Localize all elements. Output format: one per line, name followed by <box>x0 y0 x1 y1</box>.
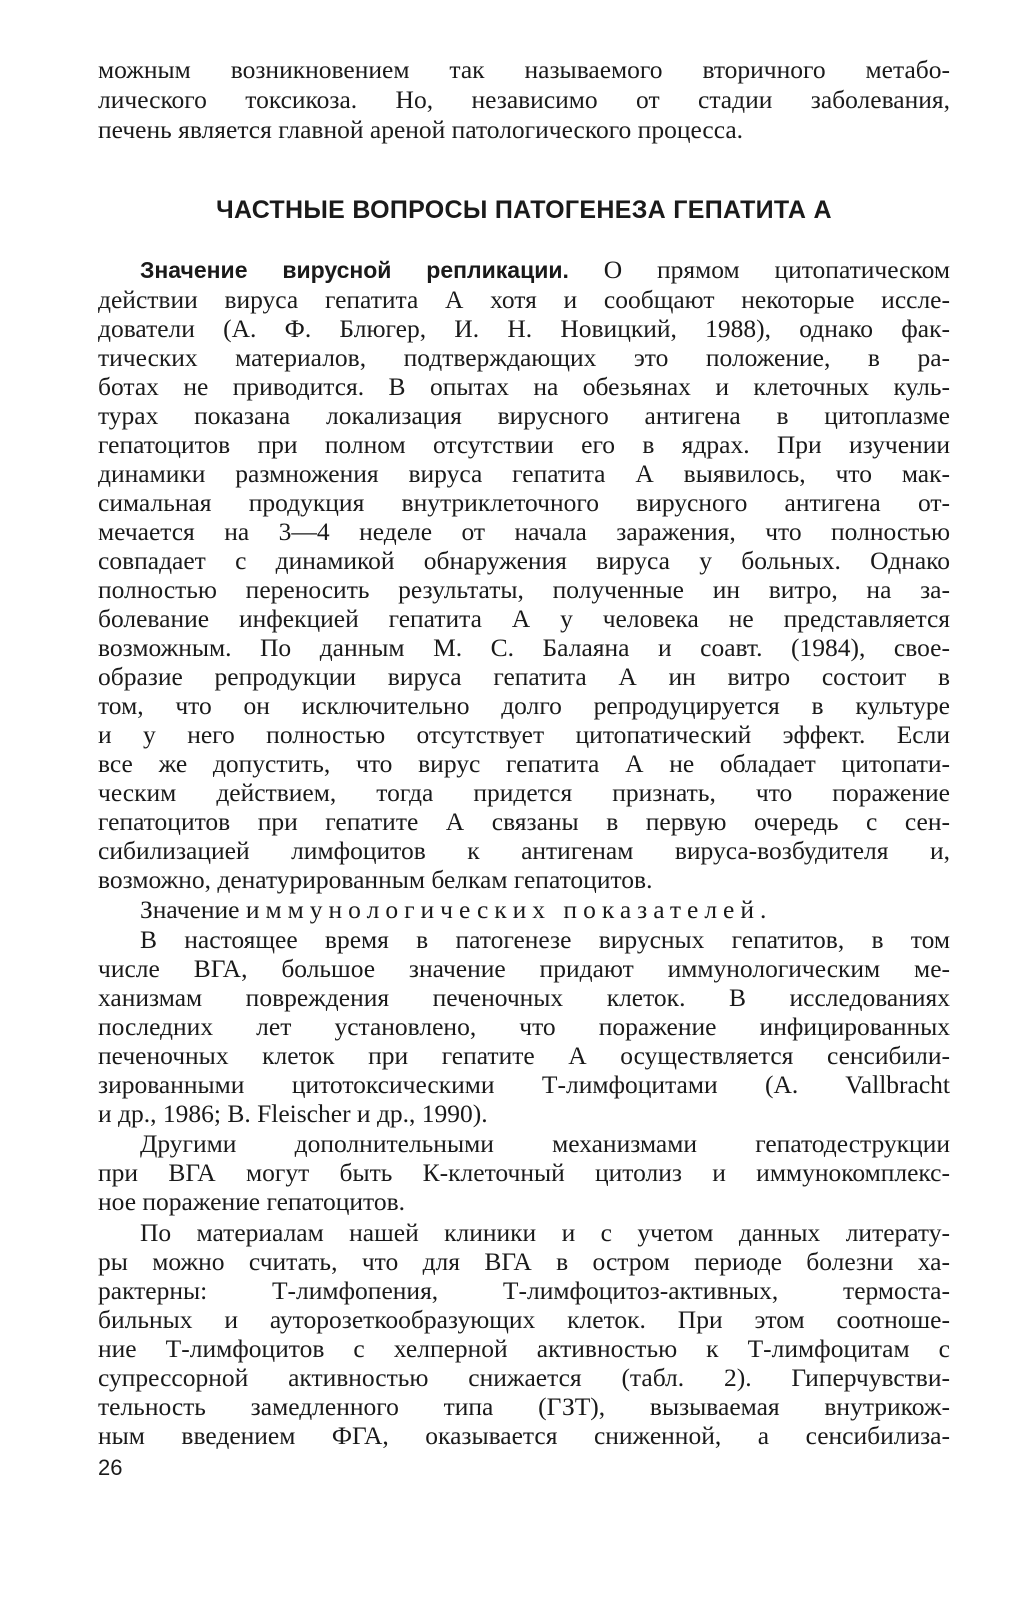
text-line: бильных и ауторозеткообразующих клеток. При этом соотноше- <box>98 1305 950 1334</box>
text-line: числе ВГА, большое значение придают иммунологическим ме- <box>98 954 950 983</box>
text-line: образие репродукции вируса гепатита А ин витро состоит в <box>98 662 950 691</box>
text-line: В настоящее время в патогенезе вирусных гепатитов, в том <box>140 925 950 954</box>
text-line: мечается на 3—4 неделе от начала заражения, что полностью <box>98 517 950 546</box>
text-line: и у него полностью отсутствует цитопатический эффект. Если <box>98 720 950 749</box>
text-line: болевание инфекцией гепатита А у человека не представляется <box>98 604 950 633</box>
text-line: ры можно считать, что для ВГА в остром периоде болезни ха- <box>98 1247 950 1276</box>
text-line: возможным. По данным М. С. Балаяна и соавт. (1984), свое- <box>98 633 950 662</box>
text-line: дователи (А. Ф. Блюгер, И. Н. Новицкий, 1988), однако фак- <box>98 314 950 343</box>
text-line: супрессорной активностью снижается (табл. 2). Гиперчувстви- <box>98 1363 950 1392</box>
subsection-title: Значение вирусной репликации. <box>140 257 569 283</box>
section-heading: ЧАСТНЫЕ ВОПРОСЫ ПАТОГЕНЕЗА ГЕПАТИТА А <box>216 196 832 224</box>
text-line: ханизмам повреждения печеночных клеток. В исследованиях <box>98 983 950 1012</box>
text-line: симальная продукция внутриклеточного вирусного антигена от- <box>98 488 950 517</box>
page-number: 26 <box>98 1455 123 1480</box>
subsection-heading-line <box>140 896 950 924</box>
text-line: полностью переносить результаты, полученные ин витро, на за- <box>98 575 950 604</box>
text-line: ние Т-лимфоцитов с хелперной активностью к Т-лимфоцитам с <box>98 1334 950 1363</box>
text-line: действии вируса гепатита А хотя и сообщают некоторые иссле- <box>98 285 950 314</box>
text-line: последних лет установлено, что поражение инфицированных <box>98 1012 950 1041</box>
text-line: ческим действием, тогда придется признать, что поражение <box>98 778 950 807</box>
text-line: сибилизацией лимфоцитов к антигенам вируса-возбудителя и, <box>98 836 950 865</box>
text-line: все же допустить, что вирус гепатита А не обладает цитопати- <box>98 749 950 778</box>
text-line: тельность замедленного типа (ГЗТ), вызываемая внутрикож- <box>98 1392 950 1421</box>
text-line: и др., 1986; B. Fleischer и др., 1990). <box>98 1099 488 1128</box>
text-line: том, что он исключительно долго репродуцируется в культуре <box>98 691 950 720</box>
subsection-title: иммунологических показателей. <box>245 895 773 924</box>
subsection-prefix: Значение <box>140 895 246 924</box>
text-line: зированными цитотоксическими Т-лимфоцитами (A. Vallbracht <box>98 1070 950 1099</box>
text-line: гепатоцитов при гепатите А связаны в первую очередь с сен- <box>98 807 950 836</box>
text-fragment: О прямом цитопатическом <box>568 255 950 284</box>
text-line: рактерны: Т-лимфопения, Т-лимфоцитоз-активных, термоста- <box>98 1276 950 1305</box>
text-line: турах показана локализация вирусного антигена в цитоплазме <box>98 401 950 430</box>
text-line: ное поражение гепатоцитов. <box>98 1187 406 1216</box>
text-line: при ВГА могут быть К-клеточный цитолиз и иммунокомплекс- <box>98 1158 950 1187</box>
text-line: динамики размножения вируса гепатита А выявилось, что мак- <box>98 459 950 488</box>
text-line: гепатоцитов при полном отсутствии его в ядрах. При изучении <box>98 430 950 459</box>
text-line: Другими дополнительными механизмами гепатодеструкции <box>140 1129 950 1158</box>
text-line: По материалам нашей клиники и с учетом данных литерату- <box>140 1218 950 1247</box>
text-line: печеночных клеток при гепатите А осуществляется сенсибили- <box>98 1041 950 1070</box>
text-line: совпадает с динамикой обнаружения вируса у больных. Однако <box>98 546 950 575</box>
subsection-first-line <box>140 256 950 284</box>
text-line: лического токсикоза. Но, независимо от стадии заболевания, <box>98 85 950 114</box>
text-line: тических материалов, подтверждающих это положение, в ра- <box>98 343 950 372</box>
text-line: возможно, денатурированным белкам гепатоцитов. <box>98 865 653 894</box>
text-line: ным введением ФГА, оказывается сниженной, а сенсибилиза- <box>98 1421 950 1450</box>
text-line: можным возникновением так называемого вторичного метабо- <box>98 55 950 84</box>
text-line: ботах не приводится. В опытах на обезьянах и клеточных куль- <box>98 372 950 401</box>
text-line: печень является главной ареной патологического процесса. <box>98 115 744 144</box>
